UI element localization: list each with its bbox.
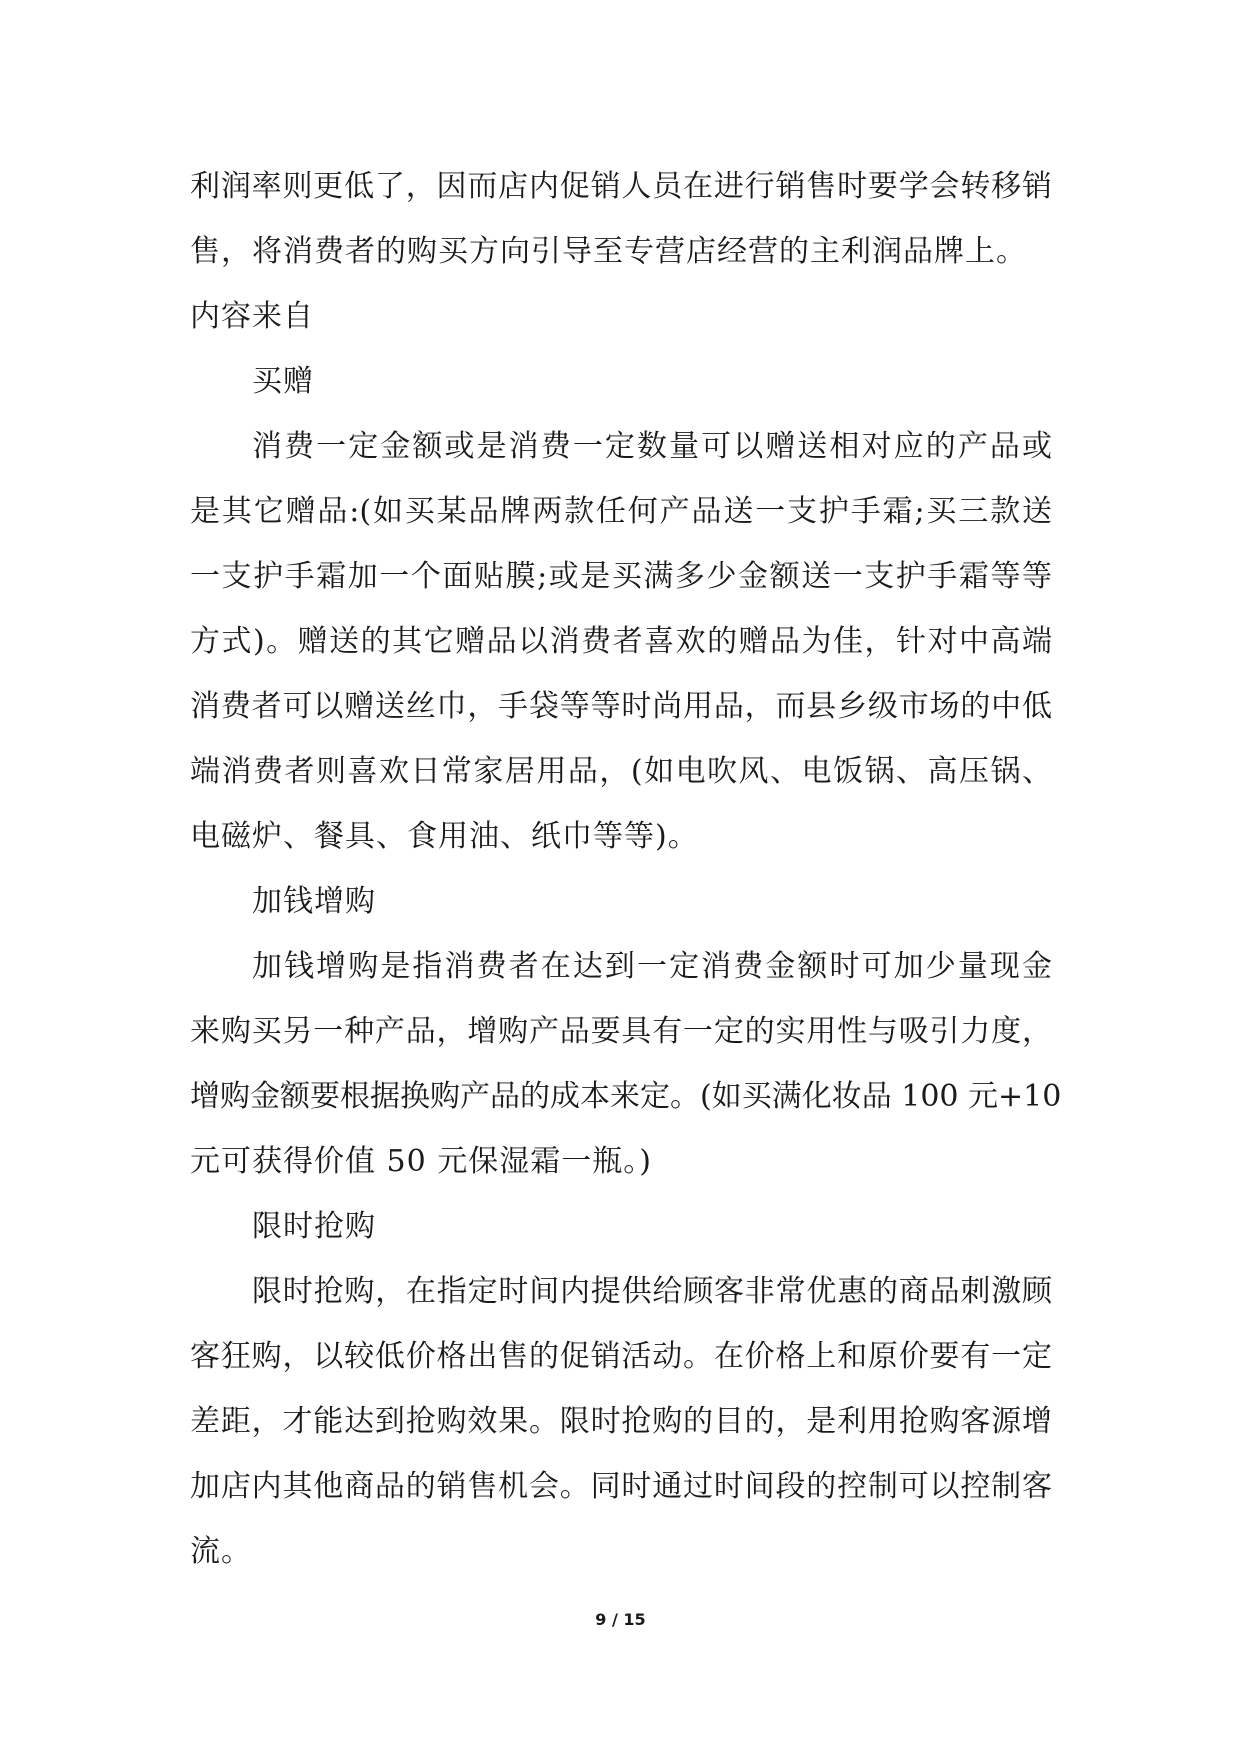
text-line: 加钱增购是指消费者在达到一定消费金额时可加少量现金 <box>252 949 1052 984</box>
text-line: 消费一定金额或是消费一定数量可以赠送相对应的产品或 <box>252 429 1052 464</box>
text-line: 加店内其他商品的销售机会。同时通过时间段的控制可以控制客 <box>190 1469 1052 1504</box>
text-line: 买赠 <box>252 364 314 399</box>
text-line: 内容来自 <box>190 299 314 334</box>
text-line: 消费者可以赠送丝巾，手袋等等时尚用品，而县乡级市场的中低 <box>190 689 1052 724</box>
text-line: 电磁炉、餐具、食用油、纸巾等等)。 <box>190 819 699 854</box>
text-line: 来购买另一种产品，增购产品要具有一定的实用性与吸引力度， <box>190 1014 1052 1049</box>
text-line: 一支护手霜加一个面贴膜;或是买满多少金额送一支护手霜等等 <box>190 559 1052 594</box>
text-line: 加钱增购 <box>252 884 376 919</box>
document-body <box>190 154 1062 1584</box>
text-line: 端消费者则喜欢日常家居用品，(如电吹风、电饭锅、高压锅、 <box>190 754 1052 789</box>
text-line: 元可获得价值 50 元保湿霜一瓶。) <box>190 1144 652 1179</box>
text-line: 流。 <box>190 1534 252 1569</box>
text-line: 是其它赠品:(如买某品牌两款任何产品送一支护手霜;买三款送 <box>190 494 1052 529</box>
text-line: 增购金额要根据换购产品的成本来定。(如买满化妆品 100 元+10 <box>190 1079 1062 1114</box>
text-line: 售，将消费者的购买方向引导至专营店经营的主利润品牌上。 <box>190 234 1027 269</box>
text-line: 利润率则更低了，因而店内促销人员在进行销售时要学会转移销 <box>190 169 1052 204</box>
text-line: 客狂购，以较低价格出售的促销活动。在价格上和原价要有一定 <box>190 1339 1052 1374</box>
text-line: 限时抢购 <box>252 1209 376 1244</box>
page-number: 9 / 15 <box>595 1610 646 1629</box>
text-line: 差距，才能达到抢购效果。限时抢购的目的，是利用抢购客源增 <box>190 1404 1052 1439</box>
text-line: 限时抢购，在指定时间内提供给顾客非常优惠的商品刺激顾 <box>252 1274 1052 1309</box>
text-line: 方式)。赠送的其它赠品以消费者喜欢的赠品为佳，针对中高端 <box>190 624 1052 659</box>
